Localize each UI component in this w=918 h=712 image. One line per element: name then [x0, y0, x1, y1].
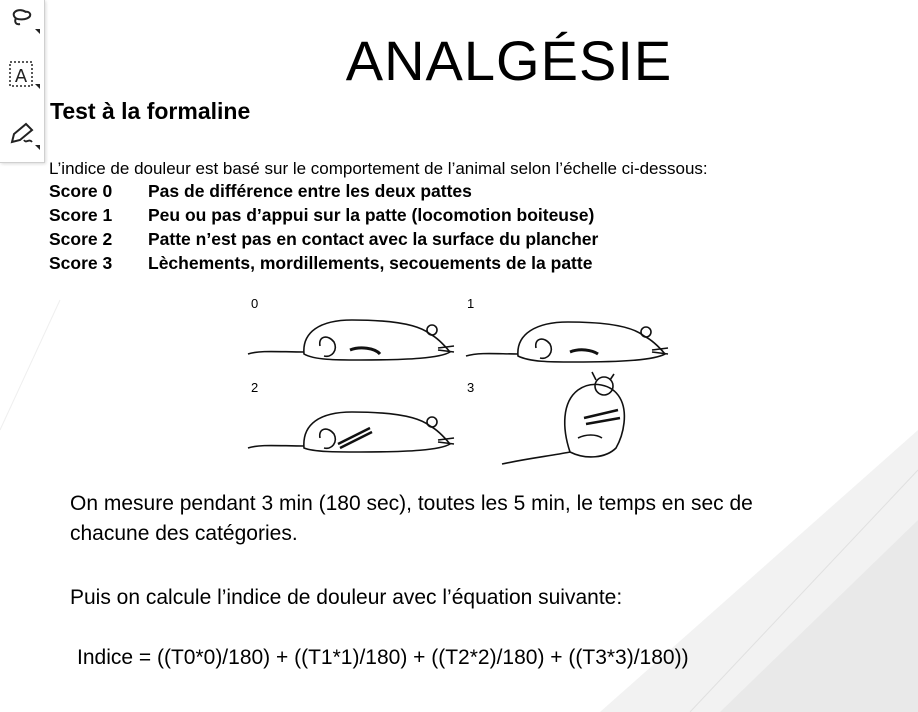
figure-label-1: 1 — [467, 296, 475, 311]
rat-drawings — [240, 288, 680, 478]
score-description: Peu ou pas d’appui sur la patte (locomotion boiteuse) — [148, 205, 595, 225]
score-label: Score 2 — [49, 229, 113, 249]
annotation-toolbar — [0, 0, 45, 163]
rat-score-3 — [502, 372, 624, 464]
figure-label-3: 3 — [467, 380, 475, 395]
score-description: Patte n’est pas en contact avec la surface du plancher — [148, 229, 599, 249]
score-label: Score 0 — [49, 181, 113, 201]
pen-icon — [6, 118, 40, 152]
pen-tool[interactable] — [6, 118, 40, 152]
rat-score-2 — [248, 412, 454, 452]
slide-title: ANALGÉSIE — [345, 29, 673, 92]
score-description: Lèchements, mordillements, secouements de la patte — [148, 253, 593, 273]
svg-text:A: A — [14, 66, 28, 87]
score-label: Score 3 — [49, 253, 113, 273]
rat-score-0 — [248, 320, 454, 360]
lasso-select-tool[interactable] — [6, 2, 40, 36]
slide-subtitle: Test à la formaline — [50, 98, 251, 124]
intro-text: L’indice de douleur est basé sur le comportement de l’animal selon l’échelle ci-dessous: — [49, 159, 708, 178]
rat-score-1 — [466, 322, 668, 362]
lasso-icon — [6, 2, 40, 36]
paragraph-measurement-line1: On mesure pendant 3 min (180 sec), toutes les 5 min, le temps en sec de — [70, 492, 753, 515]
equation: Indice = ((T0*0)/180) + ((T1*1)/180) + ((T2*2)/180) + ((T3*3)/180)) — [77, 646, 689, 669]
rat-pain-score-figure — [240, 288, 680, 478]
score-description: Pas de différence entre les deux pattes — [148, 181, 472, 201]
text-tool[interactable] — [6, 57, 40, 91]
figure-label-2: 2 — [251, 380, 259, 395]
text-box-icon — [6, 57, 40, 91]
score-label: Score 1 — [49, 205, 113, 225]
paragraph-calculation: Puis on calcule l’indice de douleur avec l’équation suivante: — [70, 586, 623, 609]
figure-label-0: 0 — [251, 296, 259, 311]
paragraph-measurement-line2: chacune des catégories. — [70, 522, 298, 545]
